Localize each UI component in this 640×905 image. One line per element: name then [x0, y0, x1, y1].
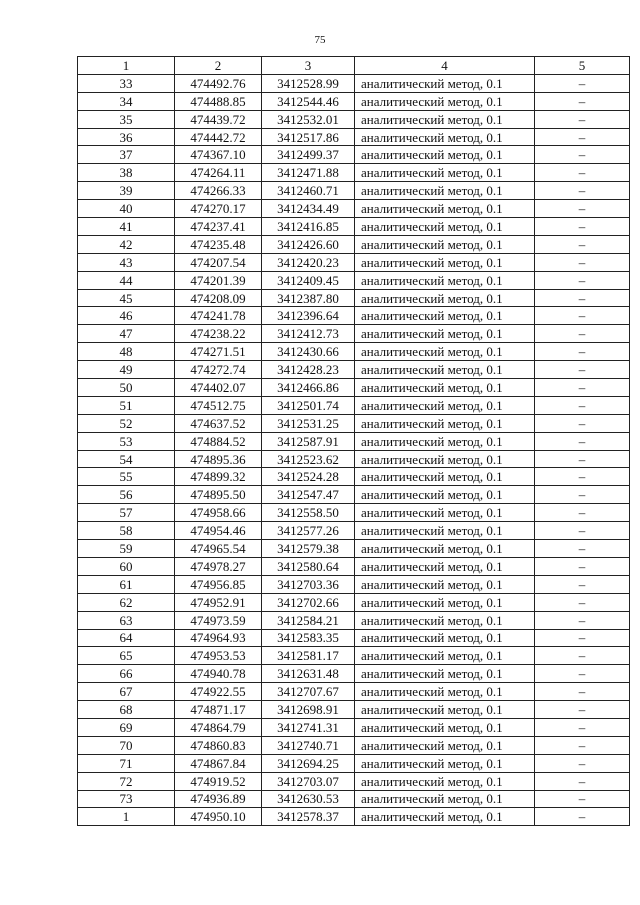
table-row: [78, 468, 630, 486]
table-row: [78, 736, 630, 754]
y-coordinate-cell: 3412694.25: [262, 754, 355, 772]
y-coordinate-cell: 3412532.01: [262, 110, 355, 128]
method-cell: аналитический метод, 0.1: [355, 450, 535, 468]
method-cell: аналитический метод, 0.1: [355, 611, 535, 629]
description-cell: –: [535, 396, 630, 414]
x-coordinate-cell: 474272.74: [175, 361, 262, 379]
y-coordinate-cell: 3412412.73: [262, 325, 355, 343]
x-coordinate-cell: 474973.59: [175, 611, 262, 629]
table-header-row: [78, 57, 630, 75]
description-cell: –: [535, 540, 630, 558]
method-cell: аналитический метод, 0.1: [355, 432, 535, 450]
x-coordinate-cell: 474953.53: [175, 647, 262, 665]
point-number-cell: 72: [78, 772, 175, 790]
method-cell: аналитический метод, 0.1: [355, 557, 535, 575]
y-coordinate-cell: 3412428.23: [262, 361, 355, 379]
x-coordinate-cell: 474237.41: [175, 218, 262, 236]
y-coordinate-cell: 3412579.38: [262, 540, 355, 558]
method-cell: аналитический метод, 0.1: [355, 665, 535, 683]
method-cell: аналитический метод, 0.1: [355, 343, 535, 361]
point-number-cell: 46: [78, 307, 175, 325]
y-coordinate-cell: 3412587.91: [262, 432, 355, 450]
y-coordinate-cell: 3412523.62: [262, 450, 355, 468]
point-number-cell: 63: [78, 611, 175, 629]
point-number-cell: 62: [78, 593, 175, 611]
y-coordinate-cell: 3412547.47: [262, 486, 355, 504]
x-coordinate-cell: 474899.32: [175, 468, 262, 486]
table-row: [78, 522, 630, 540]
table-row: [78, 647, 630, 665]
method-cell: аналитический метод, 0.1: [355, 164, 535, 182]
x-coordinate-cell: 474950.10: [175, 808, 262, 826]
point-number-cell: 42: [78, 235, 175, 253]
description-cell: –: [535, 808, 630, 826]
header-cell-description: 5: [535, 57, 630, 75]
y-coordinate-cell: 3412531.25: [262, 414, 355, 432]
description-cell: –: [535, 450, 630, 468]
table-row: [78, 343, 630, 361]
y-coordinate-cell: 3412630.53: [262, 790, 355, 808]
method-cell: аналитический метод, 0.1: [355, 486, 535, 504]
table-row: [78, 379, 630, 397]
y-coordinate-cell: 3412416.85: [262, 218, 355, 236]
y-coordinate-cell: 3412698.91: [262, 701, 355, 719]
table-row: [78, 307, 630, 325]
table-row: [78, 110, 630, 128]
table-row: [78, 754, 630, 772]
x-coordinate-cell: 474864.79: [175, 718, 262, 736]
table-row: [78, 253, 630, 271]
y-coordinate-cell: 3412702.66: [262, 593, 355, 611]
description-cell: –: [535, 253, 630, 271]
description-cell: –: [535, 683, 630, 701]
method-cell: аналитический метод, 0.1: [355, 128, 535, 146]
table-row: [78, 611, 630, 629]
point-number-cell: 35: [78, 110, 175, 128]
description-cell: –: [535, 611, 630, 629]
table-row: [78, 414, 630, 432]
x-coordinate-cell: 474965.54: [175, 540, 262, 558]
method-cell: аналитический метод, 0.1: [355, 235, 535, 253]
point-number-cell: 57: [78, 504, 175, 522]
point-number-cell: 53: [78, 432, 175, 450]
method-cell: аналитический метод, 0.1: [355, 74, 535, 92]
table-row: [78, 396, 630, 414]
point-number-cell: 58: [78, 522, 175, 540]
description-cell: –: [535, 647, 630, 665]
x-coordinate-cell: 474270.17: [175, 200, 262, 218]
table-row: [78, 361, 630, 379]
x-coordinate-cell: 474958.66: [175, 504, 262, 522]
header-cell-point-number: 1: [78, 57, 175, 75]
description-cell: –: [535, 665, 630, 683]
point-number-cell: 71: [78, 754, 175, 772]
description-cell: –: [535, 754, 630, 772]
point-number-cell: 36: [78, 128, 175, 146]
point-number-cell: 37: [78, 146, 175, 164]
point-number-cell: 44: [78, 271, 175, 289]
table-row: [78, 128, 630, 146]
description-cell: –: [535, 361, 630, 379]
description-cell: –: [535, 414, 630, 432]
point-number-cell: 59: [78, 540, 175, 558]
table-row: [78, 629, 630, 647]
x-coordinate-cell: 474922.55: [175, 683, 262, 701]
method-cell: аналитический метод, 0.1: [355, 92, 535, 110]
point-number-cell: 73: [78, 790, 175, 808]
description-cell: –: [535, 486, 630, 504]
table-row: [78, 92, 630, 110]
method-cell: аналитический метод, 0.1: [355, 146, 535, 164]
point-number-cell: 69: [78, 718, 175, 736]
header-cell-method: 4: [355, 57, 535, 75]
y-coordinate-cell: 3412703.36: [262, 575, 355, 593]
y-coordinate-cell: 3412581.17: [262, 647, 355, 665]
point-number-cell: 45: [78, 289, 175, 307]
method-cell: аналитический метод, 0.1: [355, 218, 535, 236]
y-coordinate-cell: 3412578.37: [262, 808, 355, 826]
y-coordinate-cell: 3412471.88: [262, 164, 355, 182]
table-row: [78, 665, 630, 683]
y-coordinate-cell: 3412396.64: [262, 307, 355, 325]
method-cell: аналитический метод, 0.1: [355, 379, 535, 397]
y-coordinate-cell: 3412499.37: [262, 146, 355, 164]
table-row: [78, 235, 630, 253]
x-coordinate-cell: 474895.36: [175, 450, 262, 468]
point-number-cell: 55: [78, 468, 175, 486]
method-cell: аналитический метод, 0.1: [355, 504, 535, 522]
method-cell: аналитический метод, 0.1: [355, 790, 535, 808]
x-coordinate-cell: 474884.52: [175, 432, 262, 450]
x-coordinate-cell: 474867.84: [175, 754, 262, 772]
method-cell: аналитический метод, 0.1: [355, 683, 535, 701]
table-row: [78, 450, 630, 468]
header-cell-y-coordinate: 3: [262, 57, 355, 75]
point-number-cell: 54: [78, 450, 175, 468]
point-number-cell: 39: [78, 182, 175, 200]
description-cell: –: [535, 128, 630, 146]
method-cell: аналитический метод, 0.1: [355, 396, 535, 414]
description-cell: –: [535, 325, 630, 343]
y-coordinate-cell: 3412740.71: [262, 736, 355, 754]
y-coordinate-cell: 3412460.71: [262, 182, 355, 200]
point-number-cell: 43: [78, 253, 175, 271]
x-coordinate-cell: 474895.50: [175, 486, 262, 504]
point-number-cell: 1: [78, 808, 175, 826]
point-number-cell: 66: [78, 665, 175, 683]
method-cell: аналитический метод, 0.1: [355, 522, 535, 540]
table-row: [78, 74, 630, 92]
y-coordinate-cell: 3412524.28: [262, 468, 355, 486]
method-cell: аналитический метод, 0.1: [355, 754, 535, 772]
point-number-cell: 70: [78, 736, 175, 754]
y-coordinate-cell: 3412517.86: [262, 128, 355, 146]
y-coordinate-cell: 3412558.50: [262, 504, 355, 522]
description-cell: –: [535, 379, 630, 397]
description-cell: –: [535, 718, 630, 736]
x-coordinate-cell: 474241.78: [175, 307, 262, 325]
table-row: [78, 790, 630, 808]
description-cell: –: [535, 110, 630, 128]
table-row: [78, 557, 630, 575]
description-cell: –: [535, 92, 630, 110]
x-coordinate-cell: 474492.76: [175, 74, 262, 92]
table-row: [78, 772, 630, 790]
point-number-cell: 38: [78, 164, 175, 182]
method-cell: аналитический метод, 0.1: [355, 808, 535, 826]
method-cell: аналитический метод, 0.1: [355, 593, 535, 611]
table-row: [78, 504, 630, 522]
y-coordinate-cell: 3412501.74: [262, 396, 355, 414]
y-coordinate-cell: 3412580.64: [262, 557, 355, 575]
y-coordinate-cell: 3412584.21: [262, 611, 355, 629]
x-coordinate-cell: 474956.85: [175, 575, 262, 593]
description-cell: –: [535, 593, 630, 611]
point-number-cell: 50: [78, 379, 175, 397]
point-number-cell: 65: [78, 647, 175, 665]
method-cell: аналитический метод, 0.1: [355, 772, 535, 790]
y-coordinate-cell: 3412577.26: [262, 522, 355, 540]
description-cell: –: [535, 182, 630, 200]
y-coordinate-cell: 3412583.35: [262, 629, 355, 647]
method-cell: аналитический метод, 0.1: [355, 701, 535, 719]
table-row: [78, 271, 630, 289]
description-cell: –: [535, 343, 630, 361]
description-cell: –: [535, 235, 630, 253]
table-row: [78, 182, 630, 200]
method-cell: аналитический метод, 0.1: [355, 110, 535, 128]
y-coordinate-cell: 3412707.67: [262, 683, 355, 701]
y-coordinate-cell: 3412741.31: [262, 718, 355, 736]
x-coordinate-cell: 474952.91: [175, 593, 262, 611]
y-coordinate-cell: 3412466.86: [262, 379, 355, 397]
x-coordinate-cell: 474919.52: [175, 772, 262, 790]
x-coordinate-cell: 474266.33: [175, 182, 262, 200]
point-number-cell: 33: [78, 74, 175, 92]
y-coordinate-cell: 3412703.07: [262, 772, 355, 790]
x-coordinate-cell: 474238.22: [175, 325, 262, 343]
table-row: [78, 486, 630, 504]
description-cell: –: [535, 218, 630, 236]
method-cell: аналитический метод, 0.1: [355, 271, 535, 289]
description-cell: –: [535, 468, 630, 486]
x-coordinate-cell: 474208.09: [175, 289, 262, 307]
description-cell: –: [535, 271, 630, 289]
point-number-cell: 60: [78, 557, 175, 575]
coordinates-table-body: [78, 57, 630, 826]
point-number-cell: 47: [78, 325, 175, 343]
x-coordinate-cell: 474978.27: [175, 557, 262, 575]
x-coordinate-cell: 474954.46: [175, 522, 262, 540]
y-coordinate-cell: 3412434.49: [262, 200, 355, 218]
x-coordinate-cell: 474637.52: [175, 414, 262, 432]
table-row: [78, 289, 630, 307]
x-coordinate-cell: 474964.93: [175, 629, 262, 647]
description-cell: –: [535, 307, 630, 325]
method-cell: аналитический метод, 0.1: [355, 253, 535, 271]
y-coordinate-cell: 3412426.60: [262, 235, 355, 253]
x-coordinate-cell: 474264.11: [175, 164, 262, 182]
description-cell: –: [535, 200, 630, 218]
point-number-cell: 49: [78, 361, 175, 379]
y-coordinate-cell: 3412420.23: [262, 253, 355, 271]
point-number-cell: 34: [78, 92, 175, 110]
x-coordinate-cell: 474207.54: [175, 253, 262, 271]
table-row: [78, 200, 630, 218]
table-row: [78, 164, 630, 182]
description-cell: –: [535, 146, 630, 164]
description-cell: –: [535, 575, 630, 593]
description-cell: –: [535, 289, 630, 307]
y-coordinate-cell: 3412387.80: [262, 289, 355, 307]
method-cell: аналитический метод, 0.1: [355, 414, 535, 432]
x-coordinate-cell: 474871.17: [175, 701, 262, 719]
method-cell: аналитический метод, 0.1: [355, 647, 535, 665]
point-number-cell: 61: [78, 575, 175, 593]
x-coordinate-cell: 474439.72: [175, 110, 262, 128]
method-cell: аналитический метод, 0.1: [355, 468, 535, 486]
description-cell: –: [535, 772, 630, 790]
method-cell: аналитический метод, 0.1: [355, 718, 535, 736]
y-coordinate-cell: 3412631.48: [262, 665, 355, 683]
method-cell: аналитический метод, 0.1: [355, 289, 535, 307]
y-coordinate-cell: 3412528.99: [262, 74, 355, 92]
method-cell: аналитический метод, 0.1: [355, 540, 535, 558]
point-number-cell: 40: [78, 200, 175, 218]
description-cell: –: [535, 504, 630, 522]
point-number-cell: 48: [78, 343, 175, 361]
x-coordinate-cell: 474201.39: [175, 271, 262, 289]
description-cell: –: [535, 557, 630, 575]
method-cell: аналитический метод, 0.1: [355, 361, 535, 379]
point-number-cell: 68: [78, 701, 175, 719]
header-cell-x-coordinate: 2: [175, 57, 262, 75]
table-row: [78, 575, 630, 593]
table-row: [78, 683, 630, 701]
table-row: [78, 808, 630, 826]
point-number-cell: 51: [78, 396, 175, 414]
description-cell: –: [535, 701, 630, 719]
description-cell: –: [535, 736, 630, 754]
table-row: [78, 218, 630, 236]
method-cell: аналитический метод, 0.1: [355, 182, 535, 200]
description-cell: –: [535, 432, 630, 450]
coordinates-table: [77, 56, 630, 826]
method-cell: аналитический метод, 0.1: [355, 325, 535, 343]
x-coordinate-cell: 474402.07: [175, 379, 262, 397]
method-cell: аналитический метод, 0.1: [355, 736, 535, 754]
description-cell: –: [535, 522, 630, 540]
table-row: [78, 540, 630, 558]
method-cell: аналитический метод, 0.1: [355, 575, 535, 593]
table-row: [78, 701, 630, 719]
x-coordinate-cell: 474442.72: [175, 128, 262, 146]
table-row: [78, 593, 630, 611]
table-row: [78, 146, 630, 164]
description-cell: –: [535, 629, 630, 647]
x-coordinate-cell: 474512.75: [175, 396, 262, 414]
x-coordinate-cell: 474367.10: [175, 146, 262, 164]
method-cell: аналитический метод, 0.1: [355, 629, 535, 647]
point-number-cell: 67: [78, 683, 175, 701]
y-coordinate-cell: 3412409.45: [262, 271, 355, 289]
table-row: [78, 325, 630, 343]
x-coordinate-cell: 474488.85: [175, 92, 262, 110]
y-coordinate-cell: 3412544.46: [262, 92, 355, 110]
method-cell: аналитический метод, 0.1: [355, 307, 535, 325]
x-coordinate-cell: 474271.51: [175, 343, 262, 361]
x-coordinate-cell: 474936.89: [175, 790, 262, 808]
point-number-cell: 41: [78, 218, 175, 236]
x-coordinate-cell: 474940.78: [175, 665, 262, 683]
description-cell: –: [535, 164, 630, 182]
point-number-cell: 64: [78, 629, 175, 647]
x-coordinate-cell: 474235.48: [175, 235, 262, 253]
y-coordinate-cell: 3412430.66: [262, 343, 355, 361]
description-cell: –: [535, 74, 630, 92]
point-number-cell: 52: [78, 414, 175, 432]
description-cell: –: [535, 790, 630, 808]
table-row: [78, 432, 630, 450]
x-coordinate-cell: 474860.83: [175, 736, 262, 754]
point-number-cell: 56: [78, 486, 175, 504]
table-row: [78, 718, 630, 736]
page-number: 75: [314, 34, 326, 46]
method-cell: аналитический метод, 0.1: [355, 200, 535, 218]
